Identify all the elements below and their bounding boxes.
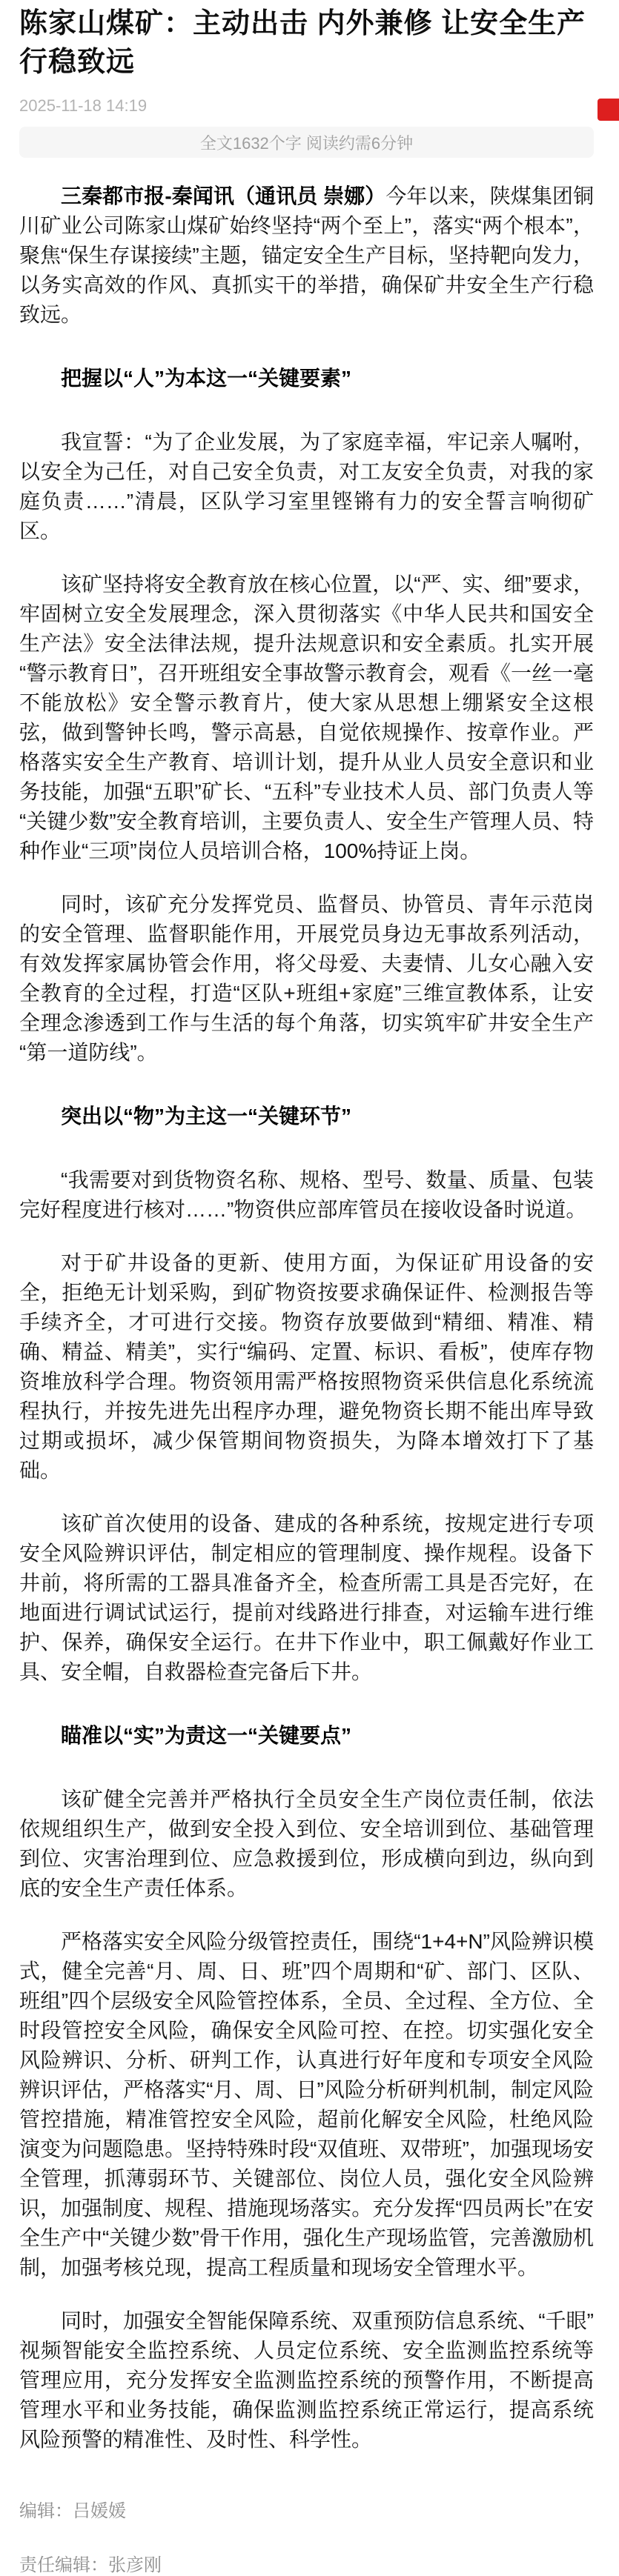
article-footer (19, 2496, 594, 2576)
editor-line: 编辑：吕媛媛 (19, 2501, 126, 2521)
paragraph: 同时，加强安全智能保障系统、双重预防信息系统、“千眼”视频智能安全监控系统、人员定位系统、安全监测监控系统等管理应用，充分发挥安全监测监控系统的预警作用，不断提高管理水平和业务技能，确保监测监控系统正常运行，提高系统风险预警的精准性、及时性、科学性。 (19, 2309, 594, 2451)
section-heading-2: 突出以“物”为主这一“关键环节” (61, 1105, 352, 1128)
word-count-text: 全文1632个字 阅读约需6分钟 (199, 133, 414, 153)
paragraph: 严格落实安全风险分级管控责任，围绕“1+4+N”风险辨识模式，健全完善“月、周、日、班”四个周期和“矿、部门、区队、班组”四个层级安全风险管控体系，全员、全过程、全方位、全时段管控安全风险，确保安全风险可控、在控。切实强化安全风险辨识、分析、研判工作，认真进行好年度和专项安全风险辨识评估，严格落实“月、周、日”风险分析研判机制，制定风险管控措施，精准管控安全风险，超前化解安全风险，杜绝风险演变为问题隐患。坚持特殊时段“双值班、双带班”，加强现场安全管理，抓薄弱环节、关键部位、岗位人员，强化安全风险辨识，加强制度、规程、措施现场落实。充分发挥“四员两长”在安全生产中“关键少数”骨干作用，强化生产现场监管，完善激励机制，加强考核兑现，提高工程质量和现场安全管理水平。 (19, 1930, 594, 2279)
red-edge-badge[interactable] (598, 99, 619, 121)
paragraph: 同时，该矿充分发挥党员、监督员、协管员、青年示范岗的安全管理、监督职能作用，开展党员身边无事故系列活动，有效发挥家属协管会作用，将父母爱、夫妻情、儿女心融入安全教育的全过程，打造“区队+班组+家庭”三维宣教体系，让安全理念渗透到工作与生活的每个角落，切实筑牢矿井安全生产“第一道防线”。 (19, 893, 594, 1064)
article-body (19, 182, 594, 2454)
paragraph: “我需要对到货物资名称、规格、型号、数量、质量、包装完好程度进行核对……”物资供应部库管员在接收设备时说道。 (19, 1168, 594, 1221)
paragraph: 该矿首次使用的设备、建成的各种系统，按规定进行专项安全风险辨识评估，制定相应的管理制度、操作规程。设备下井前，将所需的工器具准备齐全，检查所需工具是否完好，在地面进行调试试运行，提前对线路进行排查，对运输车进行维护、保养，确保安全运行。在井下作业中，职工佩戴好作业工具、安全帽，自救器检查完备后下井。 (19, 1512, 594, 1683)
lead-text: 今年以来，陕煤集团铜川矿业公司陈家山煤矿始终坚持“两个至上”，落实“两个根本”，聚焦“保生存谋接续”主题，锚定安全生产目标，坚持靶向发力，以务实高效的作风、真抓实干的举措，确保矿井安全生产行稳致远。 (19, 184, 594, 326)
chief-editor-line: 责任编辑：张彦刚 (19, 2555, 162, 2575)
section-heading-3: 瞄准以“实”为责这一“关键要点” (61, 1724, 352, 1747)
publish-date: 2025-11-18 14:19 (19, 96, 148, 115)
lead-paragraph (19, 182, 594, 330)
word-count-bar (19, 127, 594, 158)
lead-source-bold: 三秦都市报-秦闻讯（通讯员 崇娜） (61, 184, 386, 207)
paragraph: 该矿坚持将安全教育放在核心位置，以“严、实、细”要求，牢固树立安全发展理念，深入贯彻落实《中华人民共和国安全生产法》安全法律法规，提升法规意识和安全素质。扎实开展“警示教育日”，召开班组安全事故警示教育会，观看《一丝一毫不能放松》安全警示教育片，使大家从思想上绷紧安全这根弦，做到警钟长鸣，警示高悬，自觉依规操作、按章作业。严格落实安全生产教育、培训计划，提升从业人员安全意识和业务技能，加强“五职”矿长、“五科”专业技术人员、部门负责人等“关键少数”安全教育培训，主要负责人、安全生产管理人员、特种作业“三项”岗位人员培训合格，100%持证上岗。 (19, 573, 594, 862)
paragraph: 我宣誓：“为了企业发展，为了家庭幸福，牢记亲人嘱咐，以安全为己任，对自己安全负责，对工友安全负责，对我的家庭负责……”清晨，区队学习室里铿锵有力的安全誓言响彻矿区。 (19, 430, 594, 542)
section-heading-1: 把握以“人”为本这一“关键要素” (61, 367, 352, 390)
paragraph: 对于矿井设备的更新、使用方面，为保证矿用设备的安全，拒绝无计划采购，到矿物资按要求确保证件、检测报告等手续齐全，才可进行交接。物资存放要做到“精细、精准、精确、精益、精美”，实行“编码、定置、标识、看板”，使库存物资堆放科学合理。物资领用需严格按照物资采供信息化系统流程执行，并按先进先出程序办理，避免物资长期不能出库导致过期或损坏，减少保管期间物资损失，为降本增效打下了基础。 (19, 1251, 594, 1482)
meta-row (19, 127, 594, 158)
article-title: 陈家山煤矿：主动出击 内外兼修 让安全生产行稳致远 (19, 8, 586, 78)
paragraph: 该矿健全完善并严格执行全员安全生产岗位责任制，依法依规组织生产，做到安全投入到位、安全培训到位、基础管理到位、灾害治理到位、应急救援到位，形成横向到边，纵向到底的安全生产责任体系。 (19, 1788, 594, 1900)
